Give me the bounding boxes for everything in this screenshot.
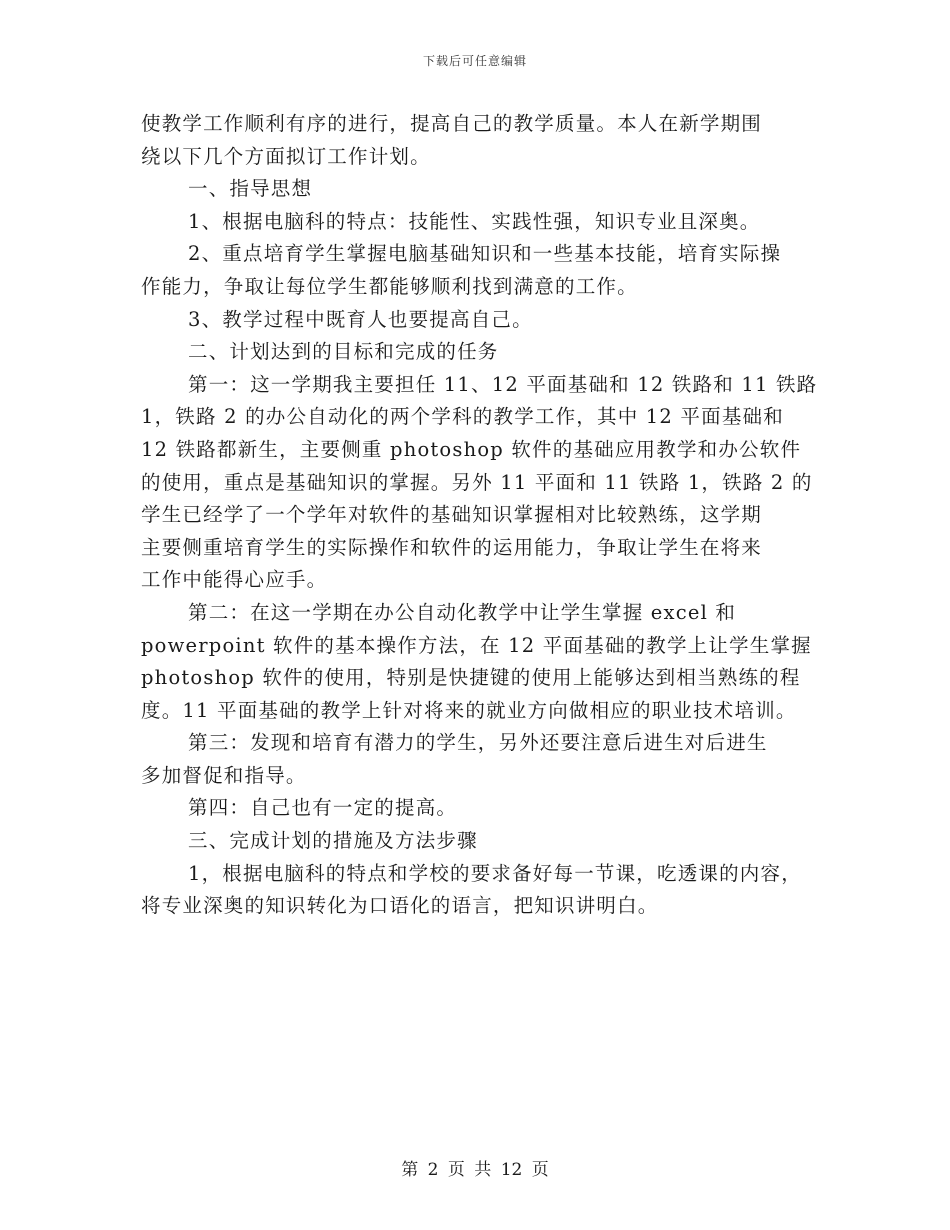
page-header: 下载后可任意编辑 <box>422 54 527 68</box>
page-number: 第 2 页 共 12 页 <box>401 1160 549 1180</box>
paragraph-line: 1，根据电脑科的特点和学校的要求备好每一节课，吃透课的内容， <box>188 861 802 885</box>
paragraph-line: 第三：发现和培育有潜力的学生，另外还要注意后进生对后进生 <box>188 731 768 755</box>
document-body <box>141 108 821 923</box>
paragraph-line: photoshop 软件的使用，特别是快捷键的使用上能够达到相当熟练的程 <box>141 666 801 690</box>
paragraph-line: 度。11 平面基础的教学上针对将来的就业方向做相应的职业技术培训。 <box>141 698 797 722</box>
paragraph-line: 1、根据电脑科的特点：技能性、实践性强，知识专业且深奥。 <box>188 209 761 233</box>
paragraph-line: 的使用，重点是基础知识的掌握。另外 11 平面和 11 铁路 1，铁路 2 的 <box>141 470 813 494</box>
paragraph-line: powerpoint 软件的基本操作方法，在 12 平面基础的教学上让学生掌握 <box>141 633 812 657</box>
paragraph-line: 工作中能得心应手。 <box>141 568 328 592</box>
section-heading: 二、计划达到的目标和完成的任务 <box>188 340 499 364</box>
paragraph-line: 3、教学过程中既育人也要提高自己。 <box>188 307 533 331</box>
paragraph-line: 第四：自己也有一定的提高。 <box>188 796 458 820</box>
paragraph-line: 作能力，争取让每位学生都能够顺利找到满意的工作。 <box>141 274 638 298</box>
paragraph-line: 绕以下几个方面拟订工作计划。 <box>141 144 431 168</box>
paragraph-line: 1，铁路 2 的办公自动化的两个学科的教学工作，其中 12 平面基础和 <box>141 405 784 429</box>
paragraph-line: 使教学工作顺利有序的进行，提高自己的教学质量。本人在新学期围 <box>141 112 763 135</box>
paragraph-line: 学生已经学了一个学年对软件的基础知识掌握相对比较熟练，这学期 <box>141 503 763 527</box>
paragraph-line: 第一：这一学期我主要担任 11、12 平面基础和 12 铁路和 11 铁路 <box>188 372 818 396</box>
paragraph-line: 主要侧重培育学生的实际操作和软件的运用能力，争取让学生在将来 <box>141 535 763 559</box>
paragraph-line: 将专业深奥的知识转化为口语化的语言，把知识讲明白。 <box>141 894 659 918</box>
paragraph-line: 12 铁路都新生，主要侧重 photoshop 软件的基础应用教学和办公软件 <box>141 437 802 461</box>
paragraph-line: 第二：在这一学期在办公自动化教学中让学生掌握 excel 和 <box>188 600 737 624</box>
paragraph-line: 2、重点培育学生掌握电脑基础知识和一些基本技能，培育实际操 <box>188 242 782 266</box>
paragraph-line: 多加督促和指导。 <box>141 763 307 787</box>
section-heading: 三、完成计划的措施及方法步骤 <box>188 829 478 853</box>
section-heading: 一、指导思想 <box>188 177 313 201</box>
